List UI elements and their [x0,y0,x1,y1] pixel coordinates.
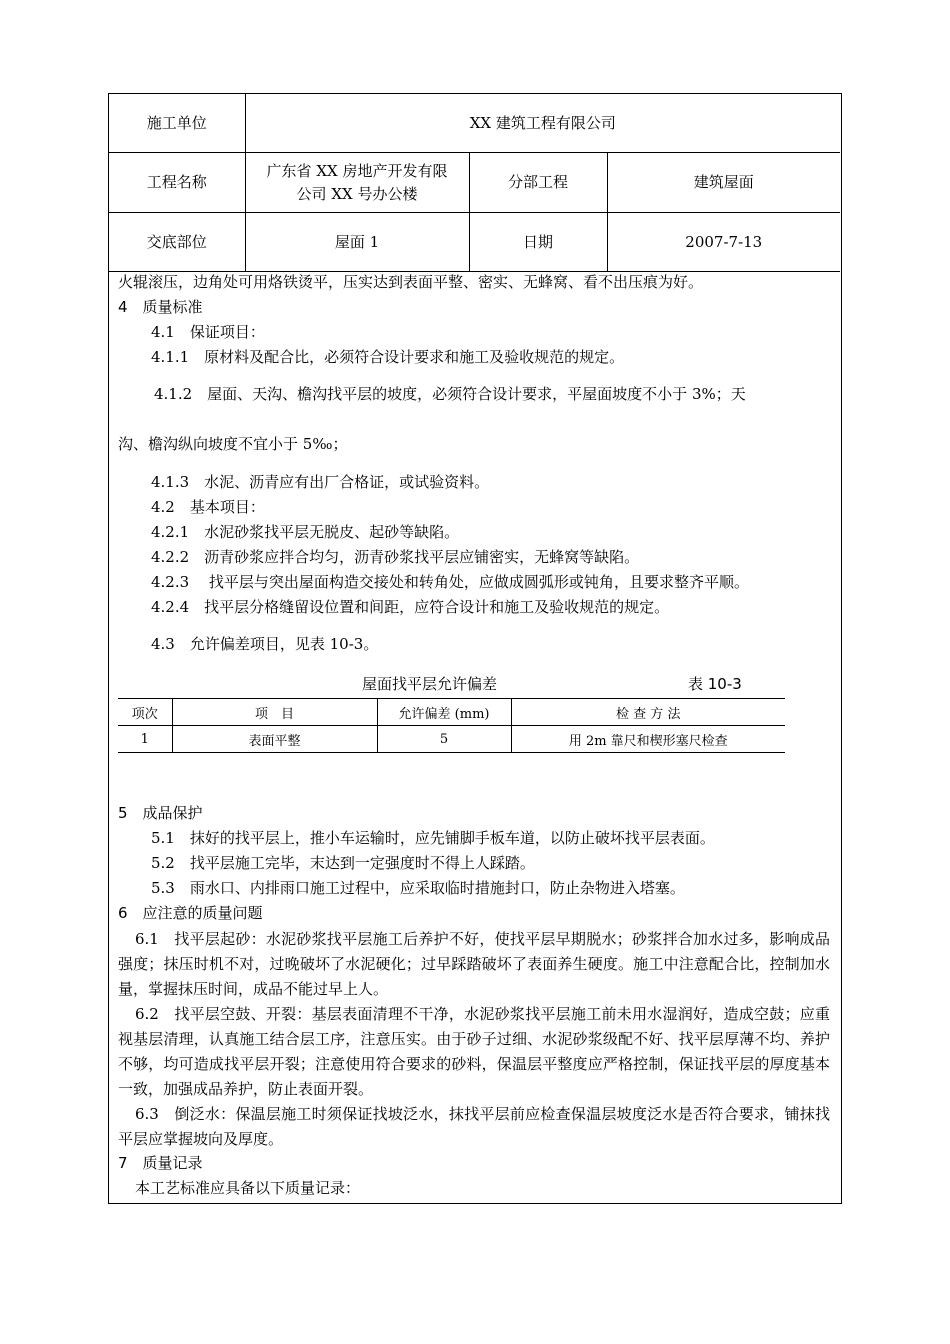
col-header-method: 检 查 方 法 [511,699,785,726]
col-header-item: 项 目 [172,699,377,726]
unit-value: XX 建筑工程有限公司 [245,94,840,153]
item-4-1-3: 4.1.3 水泥、沥青应有出厂合格证，或试验资料。 [151,473,490,491]
date-value: 2007-7-13 [607,213,840,272]
cell-method: 用 2m 靠尺和楔形塞尺检查 [511,726,785,753]
cell-item: 表面平整 [172,726,377,753]
project-value-line-2: 公司 XX 号办公楼 [296,184,418,203]
col-header-tolerance: 允许偏差 (mm) [377,699,511,726]
table-title: 屋面找平层允许偏差 [362,675,498,693]
item-4-2-2: 4.2.2 沥青砂浆应拌合均匀，沥青砂浆找平层应铺密实，无蜂窝等缺陷。 [151,548,640,566]
project-value [245,153,469,213]
item-7-intro: 本工艺标准应具备以下质量记录： [135,1179,361,1197]
item-5-3: 5.3 雨水口、内排雨口施工过程中，应采取临时措施封口，防止杂物进入塔塞。 [151,879,685,897]
col-header-index: 项次 [118,699,172,726]
section-6-heading: 6 应注意的质量问题 [118,904,263,922]
division-label: 分部工程 [469,153,607,213]
item-4-2-1: 4.2.1 水泥砂浆找平层无脱皮、起砂等缺陷。 [151,523,460,541]
table-number: 表 10-3 [688,675,742,693]
part-value: 屋面 1 [245,213,469,272]
cell-index: 1 [118,726,172,753]
item-5-2: 5.2 找平层施工完毕，末达到一定强度时不得上人踩踏。 [151,854,535,872]
section-7-heading: 7 质量记录 [118,1154,203,1172]
item-6-2: 6.2 找平层空鼓、开裂：基层表面清理不干净，水泥砂浆找平层施工前未用水湿润好，造成空鼓；应重视基层清理，认真施工结合层工序，注意压实。由于砂子过细、水泥砂浆级配不好、找平层厚薄不均、养护不够，均可造成找平层开裂；注意使用符合要求的砂料，保温层平整度应严格控制，保证找平层的厚度基本一致，加强成品养护，防止表面开裂。 [118,1005,830,1098]
header-table [109,94,840,272]
date-label: 日期 [469,213,607,272]
section-5-heading: 5 成品保护 [118,804,203,822]
cell-tolerance: 5 [377,726,511,753]
item-4-2-4: 4.2.4 找平层分格缝留设位置和间距，应符合设计和施工及验收规范的规定。 [151,598,670,616]
table-row [118,726,785,753]
item-5-1: 5.1 抹好的找平层上，推小车运输时，应先铺脚手板车道，以防止破坏找平层表面。 [151,829,715,847]
item-4-1-2-line-2: 沟、檐沟纵向坡度不宜小于 5‰； [118,435,348,453]
unit-label: 施工单位 [109,94,245,153]
part-label: 交底部位 [109,213,245,272]
continuation-line: 火辊滚压，边角处可用烙铁烫平，压实达到表面平整、密实、无蜂窝、看不出压痕为好。 [118,273,704,291]
item-6-3: 6.3 倒泛水：保温层施工时须保证找坡泛水，抹找平层前应检查保温层坡度泛水是否符合要求，铺抹找平层应掌握坡向及厚度。 [118,1105,830,1148]
item-4-1-2-line-1: 4.1.2 屋面、天沟、檐沟找平层的坡度，必须符合设计要求，平屋面坡度不小于 3%；天 [154,385,746,403]
item-6-1: 6.1 找平层起砂：水泥砂浆找平层施工后养护不好，使找平层早期脱水；砂浆拌合加水过多，影响成品强度；抹压时机不对，过晚破坏了水泥硬化；过早踩踏破坏了表面养生硬度。施工中注意配合比，控制加水量，掌握抹压时间，成品不能过早上人。 [118,930,830,998]
division-value: 建筑屋面 [607,153,840,213]
item-4-2-3: 4.2.3 找平层与突出屋面构造交接处和转角处，应做成圆弧形或钝角，且要求整齐平顺。 [151,573,749,591]
section-4-heading: 4 质量标准 [118,298,203,316]
project-value-line-1: 广东省 XX 房地产开发有限 [266,161,448,180]
project-label: 工程名称 [109,153,245,213]
item-4-2: 4.2 基本项目： [151,498,265,516]
item-4-1: 4.1 保证项目： [151,323,265,341]
deviation-table-header [118,699,785,726]
item-4-3: 4.3 允许偏差项目，见表 10-3。 [151,635,379,653]
deviation-table [118,698,785,753]
item-4-1-1: 4.1.1 原材料及配合比，必须符合设计要求和施工及验收规范的规定。 [151,348,625,366]
